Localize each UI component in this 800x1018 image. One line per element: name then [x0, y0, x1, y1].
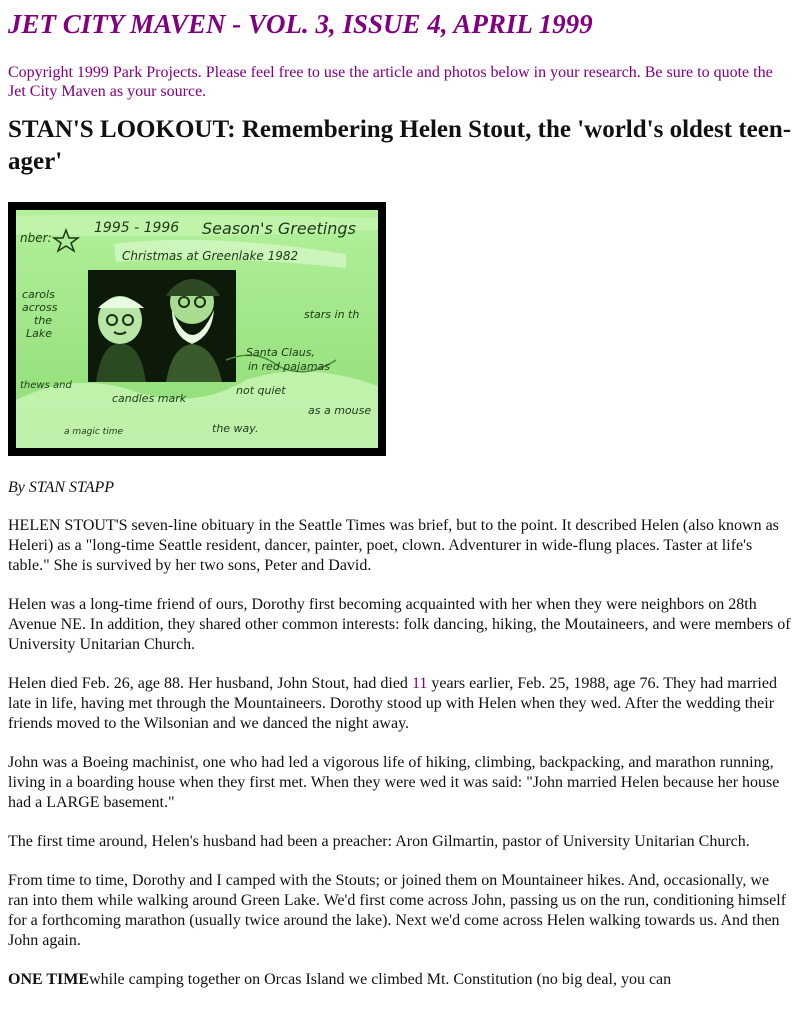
- years-number: 11: [411, 675, 428, 692]
- paragraph: [8, 970, 792, 990]
- greeting-card-illustration: [16, 210, 378, 448]
- copyright-notice: Copyright 1999 Park Projects. Please feel free to use the article and photos below in your research. Be sure to quote the Jet City Maven as your source.: [8, 64, 773, 100]
- paragraph-text: Helen died Feb. 26, age 88. Her husband, John Stout, had died: [8, 675, 412, 692]
- paragraph: John was a Boeing machinist, one who had led a vigorous life of hiking, climbing, backpacking, and marathon running, living in a boarding house when they first met. When they were wed it was said: "John married Helen because her house had a LARGE basement.": [8, 754, 780, 811]
- svg-text:the: the: [34, 314, 53, 327]
- svg-text:not quiet: not quiet: [236, 384, 286, 397]
- article-byline: By STAN STAPP: [8, 479, 115, 496]
- svg-text:in red pajamas: in red pajamas: [248, 360, 331, 373]
- svg-text:the way.: the way.: [212, 422, 259, 435]
- paragraph-text: while camping together on Orcas Island we climbed Mt. Constitution (no big deal, you can: [89, 971, 672, 988]
- paragraph-lead: ONE TIME: [8, 971, 90, 988]
- svg-text:1995 - 1996: 1995 - 1996: [94, 220, 180, 236]
- greeting-card-photo: [8, 202, 386, 456]
- photo-image: [16, 210, 378, 448]
- svg-text:candles mark: candles mark: [112, 392, 187, 405]
- paragraph-text: years earlier, Feb. 25, 1988, age 76. They had married late in life, having met through the Mountaineers. Dorothy stood up with Helen when they wed. After the wedding their friends moved to the Wilsonian and we danced the night away.: [8, 675, 777, 732]
- svg-text:Lake: Lake: [26, 327, 53, 340]
- svg-text:as a mouse: as a mouse: [308, 404, 372, 417]
- svg-text:carols: carols: [22, 288, 55, 301]
- article-headline: STAN'S LOOKOUT: Remembering Helen Stout, the 'world's oldest teen-ager': [8, 116, 792, 175]
- svg-text:Season's Greetings: Season's Greetings: [202, 219, 356, 238]
- paragraph: The first time around, Helen's husband had been a preacher: Aron Gilmartin, pastor of University Unitarian Church.: [8, 833, 750, 850]
- svg-text:nber:: nber:: [20, 231, 52, 245]
- paragraph: From time to time, Dorothy and I camped with the Stouts; or joined them on Mountaineer hikes. And, occasionally, we ran into them while walking around Green Lake. We'd first come across John, passing us on the run, conditioning himself for a forthcoming marathon (usually twice around the lake). Next we'd come across Helen walking towards us. And then John again.: [8, 872, 787, 949]
- svg-text:thews and: thews and: [20, 380, 72, 391]
- article-body: [8, 516, 792, 990]
- svg-text:stars in th: stars in th: [304, 308, 360, 321]
- paragraph: [8, 674, 792, 734]
- svg-text:Christmas at Greenlake 1982: Christmas at Greenlake 1982: [122, 249, 299, 263]
- svg-text:across: across: [22, 301, 58, 314]
- paragraph: HELEN STOUT'S seven-line obituary in the Seattle Times was brief, but to the point. It described Helen (also known as Heleri) as a "long-time Seattle resident, dancer, painter, poet, clown. Adventurer in wide-flung places. Taster at life's table." She is survived by her two sons, Peter and David.: [8, 517, 779, 574]
- paragraph: Helen was a long-time friend of ours, Dorothy first becoming acquainted with her when they were neighbors on 28th Avenue NE. In addition, they shared other common interests: folk dancing, hiking, the Moutaineers, and were members of University Unitarian Church.: [8, 596, 791, 653]
- svg-text:Santa Claus,: Santa Claus,: [246, 346, 315, 359]
- svg-text:a magic time: a magic time: [64, 427, 124, 437]
- masthead-title: JET CITY MAVEN - VOL. 3, ISSUE 4, APRIL 1999: [8, 9, 593, 39]
